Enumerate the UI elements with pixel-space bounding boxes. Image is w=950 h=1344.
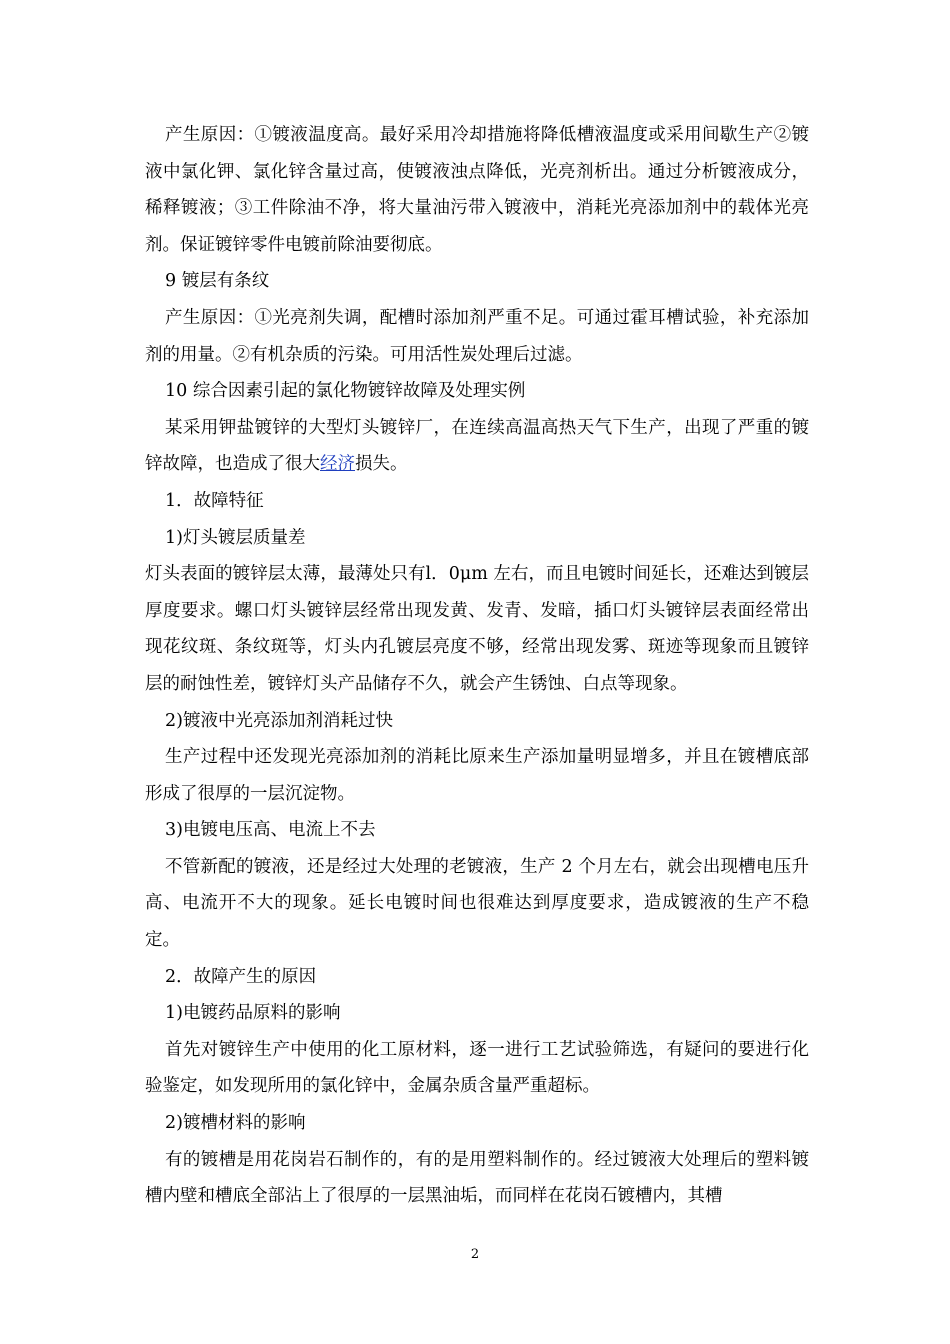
subheading-tank-materials: 2)镀槽材料的影响 — [165, 1113, 306, 1134]
page-number: 2 — [470, 1247, 480, 1262]
paragraph-cause-2: 产生原因：①光亮剂失调，配槽时添加剂严重不足。可通过霍耳槽试验，补充添加剂的用量。②有机杂质的污染。可用活性炭处理后过滤。 — [145, 307, 809, 365]
subheading-voltage-current: 3)电镀电压高、电流上不去 — [165, 820, 376, 841]
heading-fault-features: 1．故障特征 — [165, 490, 264, 511]
economy-link[interactable]: 经济 — [320, 454, 355, 475]
paragraph-case-intro-after: 损失。 — [355, 454, 408, 475]
paragraph-case-intro-before: 某采用钾盐镀锌的大型灯头镀锌厂，在连续高温高热天气下生产，出现了严重的镀锌故障，也造成了很大 — [145, 417, 809, 475]
paragraph-cause-1: 产生原因：①镀液温度高。最好采用冷却措施将降低槽液温度或采用间歇生产②镀液中氯化钾、氯化锌含量过高，使镀液浊点降低，光亮剂析出。通过分析镀液成分，稀释镀液；③工件除油不净，将大量油污带入镀液中，消耗光亮添加剂中的载体光亮剂。保证镀锌零件电镀前除油要彻底。 — [145, 125, 809, 255]
paragraph-tank-materials: 有的镀槽是用花岗岩石制作的，有的是用塑料制作的。经过镀液大处理后的塑料镀槽内壁和槽底全部沾上了很厚的一层黑油垢，而同样在花岗石镀槽内，其槽 — [145, 1149, 809, 1207]
subheading-additive-consumption: 2)镀液中光亮添加剂消耗过快 — [165, 710, 393, 731]
document-body — [145, 117, 809, 1215]
paragraph-case-intro — [145, 410, 809, 483]
heading-stripes: 9 镀层有条纹 — [165, 271, 270, 292]
paragraph-raw-materials: 首先对镀锌生产中使用的化工原材料，逐一进行工艺试验筛选，有疑问的要进行化验鉴定，如发现所用的氯化锌中，金属杂质含量严重超标。 — [145, 1039, 809, 1097]
subheading-raw-materials: 1)电镀药品原料的影响 — [165, 1003, 341, 1024]
heading-case-study: 10 综合因素引起的氯化物镀锌故障及处理实例 — [165, 381, 526, 402]
paragraph-voltage-current: 不管新配的镀液，还是经过大处理的老镀液，生产 2 个月左右，就会出现槽电压升高、电流开不大的现象。延长电镀时间也很难达到厚度要求，造成镀液的生产不稳定。 — [145, 856, 809, 951]
paragraph-poor-quality: 灯头表面的镀锌层太薄，最薄处只有l．0μm 左右，而且电镀时间延长，还难达到镀层厚度要求。螺口灯头镀锌层经常出现发黄、发青、发暗，插口灯头镀锌层表面经常出现花纹斑、条纹斑等，灯头内孔镀层亮度不够，经常出现发雾、斑迹等现象而且镀锌层的耐蚀性差，镀锌灯头产品储存不久，就会产生锈蚀、白点等现象。 — [145, 564, 809, 694]
paragraph-additive-consumption: 生产过程中还发现光亮添加剂的消耗比原来生产添加量明显增多，并且在镀槽底部形成了很厚的一层沉淀物。 — [145, 747, 809, 804]
subheading-poor-quality: 1)灯头镀层质量差 — [165, 527, 306, 548]
heading-fault-causes: 2．故障产生的原因 — [165, 966, 317, 987]
